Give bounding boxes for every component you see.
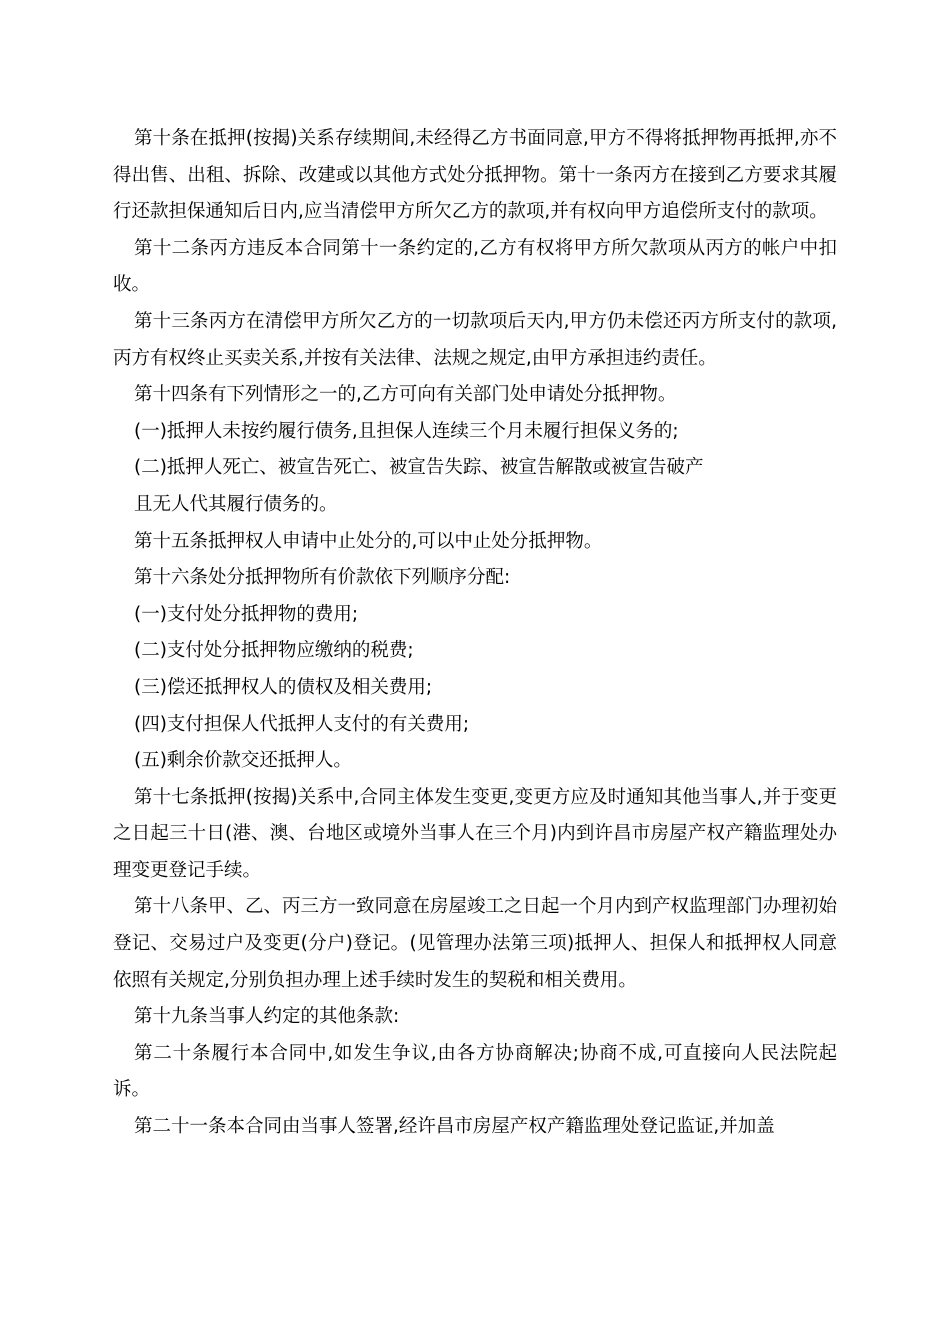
paragraph-article-18: 第十八条甲、乙、丙三方一致同意在房屋竣工之日起一个月内到产权监理部门办理初始登记、交易过户及变更(分户)登记。(见管理办法第三项)抵押人、担保人和抵押权人同意依照有关规定,分别负担办理上述手续时发生的契税和相关费用。 [113,896,838,991]
paragraph-article-20: 第二十条履行本合同中,如发生争议,由各方协商解决;协商不成,可直接向人民法院起诉。 [113,1042,837,1101]
paragraph-article-13: 第十三条丙方在清偿甲方所欠乙方的一切款项后天内,甲方仍未偿还丙方所支付的款项,丙方有权终止买卖关系,并按有关法律、法规之规定,由甲方承担违约责任。 [113,310,837,369]
paragraph-article-16: 第十六条处分抵押物所有价款依下列顺序分配: [134,567,511,589]
list-item-16-5: (五)剩余价款交还抵押人。 [134,750,352,772]
list-item-14-2-continued: 且无人代其履行债务的。 [134,493,338,515]
list-item-14-1: (一)抵押人未按约履行债务,且担保人连续三个月未履行担保义务的; [134,420,679,442]
list-item-16-1: (一)支付处分抵押物的费用; [134,603,359,625]
paragraph-article-19: 第十九条当事人约定的其他条款: [134,1006,400,1028]
list-item-16-2: (二)支付处分抵押物应缴纳的税费; [134,640,414,662]
paragraph-article-14: 第十四条有下列情形之一的,乙方可向有关部门处申请处分抵押物。 [134,384,677,406]
paragraph-article-17: 第十七条抵押(按揭)关系中,合同主体发生变更,变更方应及时通知其他当事人,并于变更之日起三十日(港、澳、台地区或境外当事人在三个月)内到许昌市房屋产权产籍监理处办理变更登记手续。 [113,786,837,881]
paragraph-article-12: 第十二条丙方违反本合同第十一条约定的,乙方有权将甲方所欠款项从丙方的帐户中扣收。 [113,237,837,296]
paragraph-article-21: 第二十一条本合同由当事人签署,经许昌市房屋产权产籍监理处登记监证,并加盖 [134,1116,775,1138]
paragraph-article-15: 第十五条抵押权人申请中止处分的,可以中止处分抵押物。 [134,530,603,552]
list-item-16-4: (四)支付担保人代抵押人支付的有关费用; [134,713,470,735]
paragraph-article-10-11: 第十条在抵押(按揭)关系存续期间,未经得乙方书面同意,甲方不得将抵押物再抵押,亦不得出售、出租、拆除、改建或以其他方式处分抵押物。第十一条丙方在接到乙方要求其履行还款担保通知后日内,应当清偿甲方所欠乙方的款项,并有权向甲方追偿所支付的款项。 [113,128,837,223]
document-body [113,121,837,1146]
list-item-14-2: (二)抵押人死亡、被宣告死亡、被宣告失踪、被宣告解散或被宣告破产 [134,457,704,479]
list-item-16-3: (三)偿还抵押权人的债权及相关费用; [134,676,433,698]
